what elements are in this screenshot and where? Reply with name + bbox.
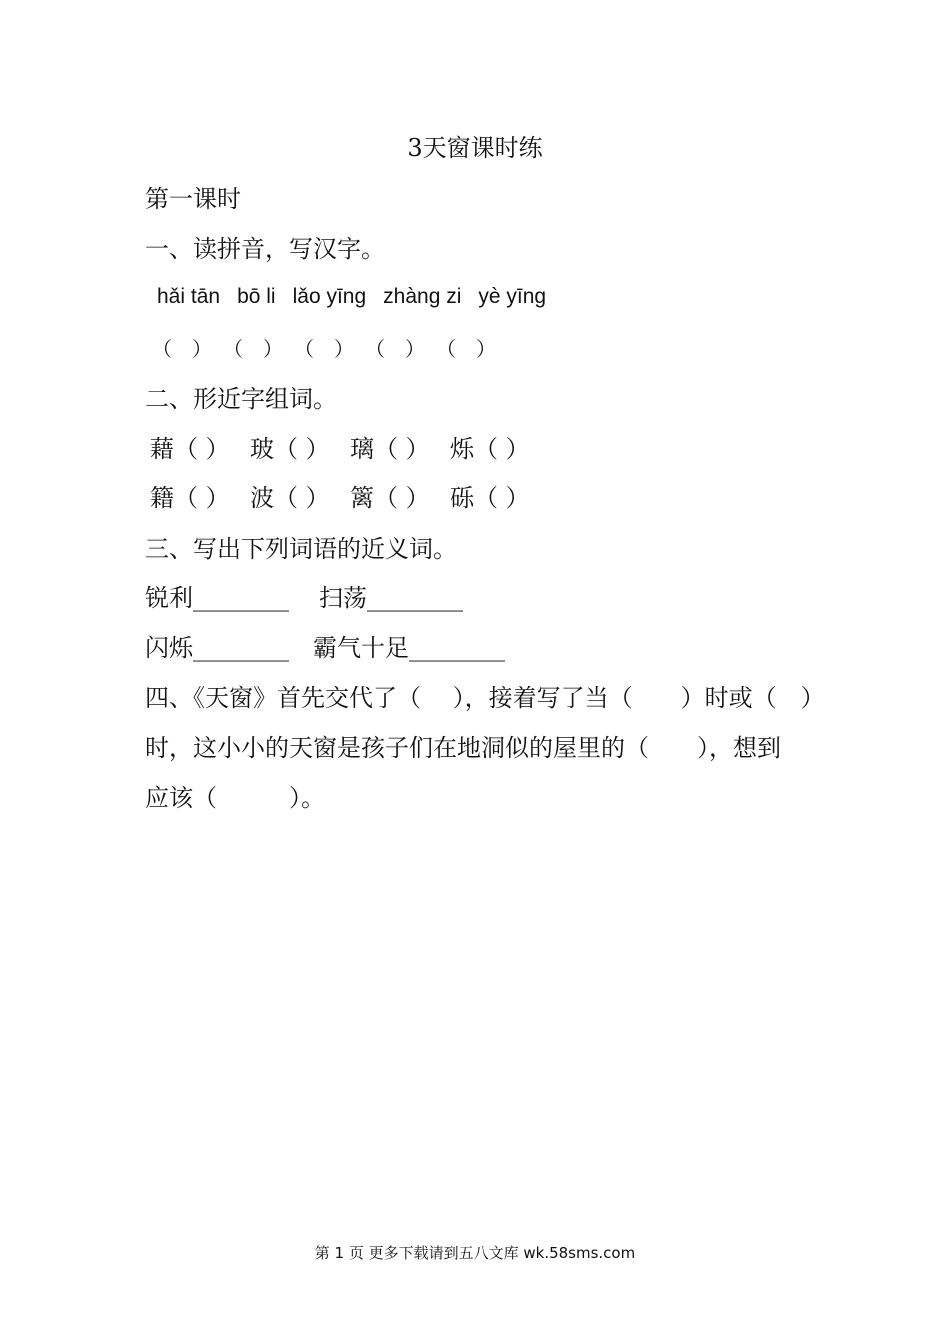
synonym-item: 扫荡________: [319, 584, 463, 612]
similar-char-item: 璃（ ）: [350, 435, 430, 463]
pinyin-item: yè yīng: [478, 285, 547, 308]
similar-char-item: 籍（ ）: [150, 484, 230, 512]
answer-blank: （ ）: [365, 337, 425, 361]
synonym-item: 霸气十足________: [313, 634, 505, 662]
similar-char-item: 玻（ ）: [250, 435, 330, 463]
q4-line-2: 时，这小小的天窗是孩子们在地洞似的屋里的（ ），想到: [145, 734, 781, 762]
page-footer: 第 1 页 更多下载请到五八文库 wk.58sms.com: [314, 1244, 636, 1262]
q3-heading: 三、写出下列词语的近义词。: [145, 535, 457, 563]
answer-blank: （ ）: [223, 337, 283, 361]
synonym-item: 锐利________: [145, 584, 289, 612]
q4-line-3: 应该（ ）。: [145, 784, 325, 812]
pinyin-item: lǎo yīng: [292, 285, 367, 308]
q4-line-1: 四、《天窗》首先交代了（ ），接着写了当（ ）时或（ ）: [145, 684, 825, 712]
pinyin-item: hǎi tān: [157, 285, 221, 308]
answer-blank-row: [152, 336, 507, 362]
similar-char-item: 砾（ ）: [450, 484, 530, 512]
pinyin-item: zhàng zi: [383, 285, 462, 308]
pinyin-item: bō li: [237, 285, 276, 308]
q1-heading: 一、读拼音，写汉字。: [145, 235, 385, 263]
answer-blank: （ ）: [152, 337, 212, 361]
answer-blank: （ ）: [436, 337, 496, 361]
q2-heading: 二、形近字组词。: [145, 385, 337, 413]
similar-char-item: 藉（ ）: [150, 435, 230, 463]
synonym-row-1: [145, 583, 463, 613]
lesson-label: 第一课时: [145, 185, 241, 213]
answer-blank: （ ）: [294, 337, 354, 361]
pinyin-row: [157, 283, 563, 311]
similar-char-item: 烁（ ）: [450, 435, 530, 463]
document-title: 3天窗课时练: [407, 134, 543, 162]
similar-char-item: 篱（ ）: [350, 484, 430, 512]
similar-char-row-2: [150, 483, 550, 513]
synonym-row-2: [145, 633, 505, 663]
synonym-item: 闪烁________: [145, 634, 289, 662]
similar-char-item: 波（ ）: [250, 484, 330, 512]
similar-char-row-1: [150, 434, 550, 464]
